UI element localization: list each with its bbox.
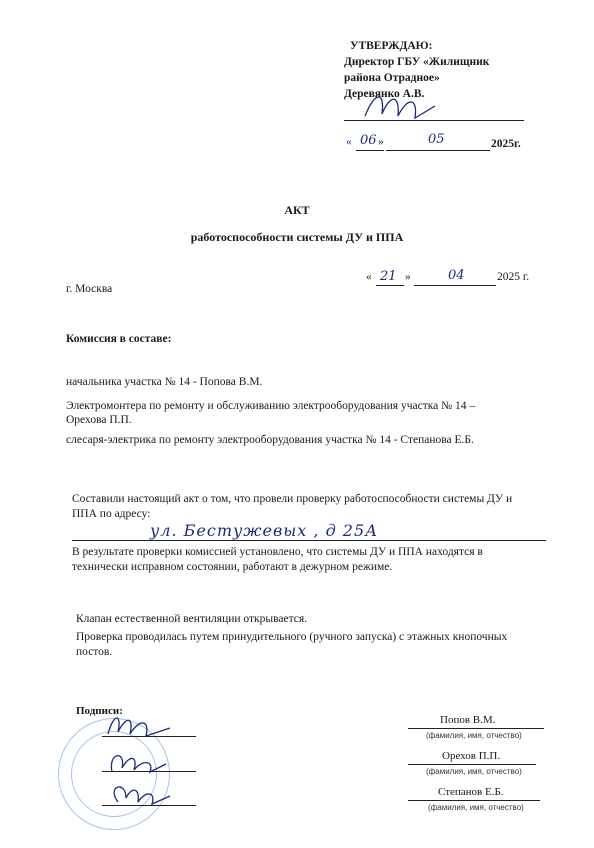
date-day: 21	[380, 269, 397, 284]
approval-line-2: Директор ГБУ «Жилищник	[344, 56, 490, 68]
signatory-line-2	[408, 764, 536, 765]
paragraph-4-line-1: Проверка проводилась путем принудительного (ручного запуска) с этажных кнопочных	[76, 631, 508, 643]
date-day-underline	[376, 285, 404, 286]
commission-heading: Комиссия в составе:	[66, 333, 172, 345]
signatory-line-1	[408, 728, 544, 729]
paragraph-4-line-2: постов.	[76, 646, 113, 658]
date-year: 2025 г.	[497, 271, 530, 283]
paragraph-1-line-1: Составили настоящий акт о том, что провели проверку работоспособности системы ДУ и	[72, 493, 513, 505]
commission-member-1: начальника участка № 14 - Попова В.М.	[66, 376, 263, 388]
handwritten-signatures	[100, 706, 200, 816]
document-title: АКТ	[284, 203, 310, 217]
approval-date-open-quote: «	[346, 136, 352, 148]
signatory-name-1: Попов В.М.	[440, 714, 496, 726]
approval-date-close-quote: »	[378, 136, 384, 148]
approval-date-day: 06	[360, 133, 377, 148]
approval-day-underline	[356, 150, 384, 151]
date-close-quote: »	[405, 271, 411, 283]
paragraph-3: Клапан естественной вентиляции открывается.	[76, 613, 308, 625]
commission-member-2-line-2: Орехова П.П.	[66, 414, 132, 426]
paragraph-1-line-2: ППА по адресу:	[72, 508, 151, 520]
approval-date-year: 2025г.	[491, 138, 521, 150]
date-open-quote: «	[366, 271, 372, 283]
date-month: 04	[448, 268, 465, 283]
signatory-name-3: Степанов Е.Б.	[438, 786, 504, 798]
address-underline	[72, 540, 546, 541]
signatures-heading: Подписи:	[76, 705, 123, 717]
director-signature	[360, 86, 440, 126]
city: г. Москва	[66, 283, 113, 295]
signatory-caption-3: (фамилия, имя, отчество)	[428, 803, 524, 812]
commission-member-3: слесаря-электрика по ремонту электрооборудования участка № 14 - Степанова Е.Б.	[66, 434, 474, 446]
approval-line-4: Деревянко А.В.	[344, 88, 425, 100]
commission-member-2-line-1: Электромонтера по ремонту и обслуживанию электрооборудования участка № 14 –	[66, 400, 476, 412]
approval-date-month: 05	[428, 132, 445, 147]
signatory-caption-2: (фамилия, имя, отчество)	[426, 767, 522, 776]
paragraph-2-line-2: технически исправном состоянии, работают в дежурном режиме.	[72, 561, 393, 573]
document-subtitle: работоспособности системы ДУ и ППА	[190, 230, 404, 244]
paragraph-2-line-1: В результате проверки комиссией установлено, что системы ДУ и ППА находятся в	[72, 546, 483, 558]
approval-line-1: УТВЕРЖДАЮ:	[350, 40, 433, 52]
approval-month-underline	[386, 150, 490, 151]
address-handwritten: ул. Бестужевых , д 25А	[150, 521, 379, 540]
approval-line-3: района Отрадное»	[344, 72, 440, 84]
signatory-line-3	[408, 800, 540, 801]
date-month-underline	[414, 285, 496, 286]
signatory-name-2: Орехов П.П.	[442, 750, 501, 762]
signatory-caption-1: (фамилия, имя, отчество)	[426, 731, 522, 740]
